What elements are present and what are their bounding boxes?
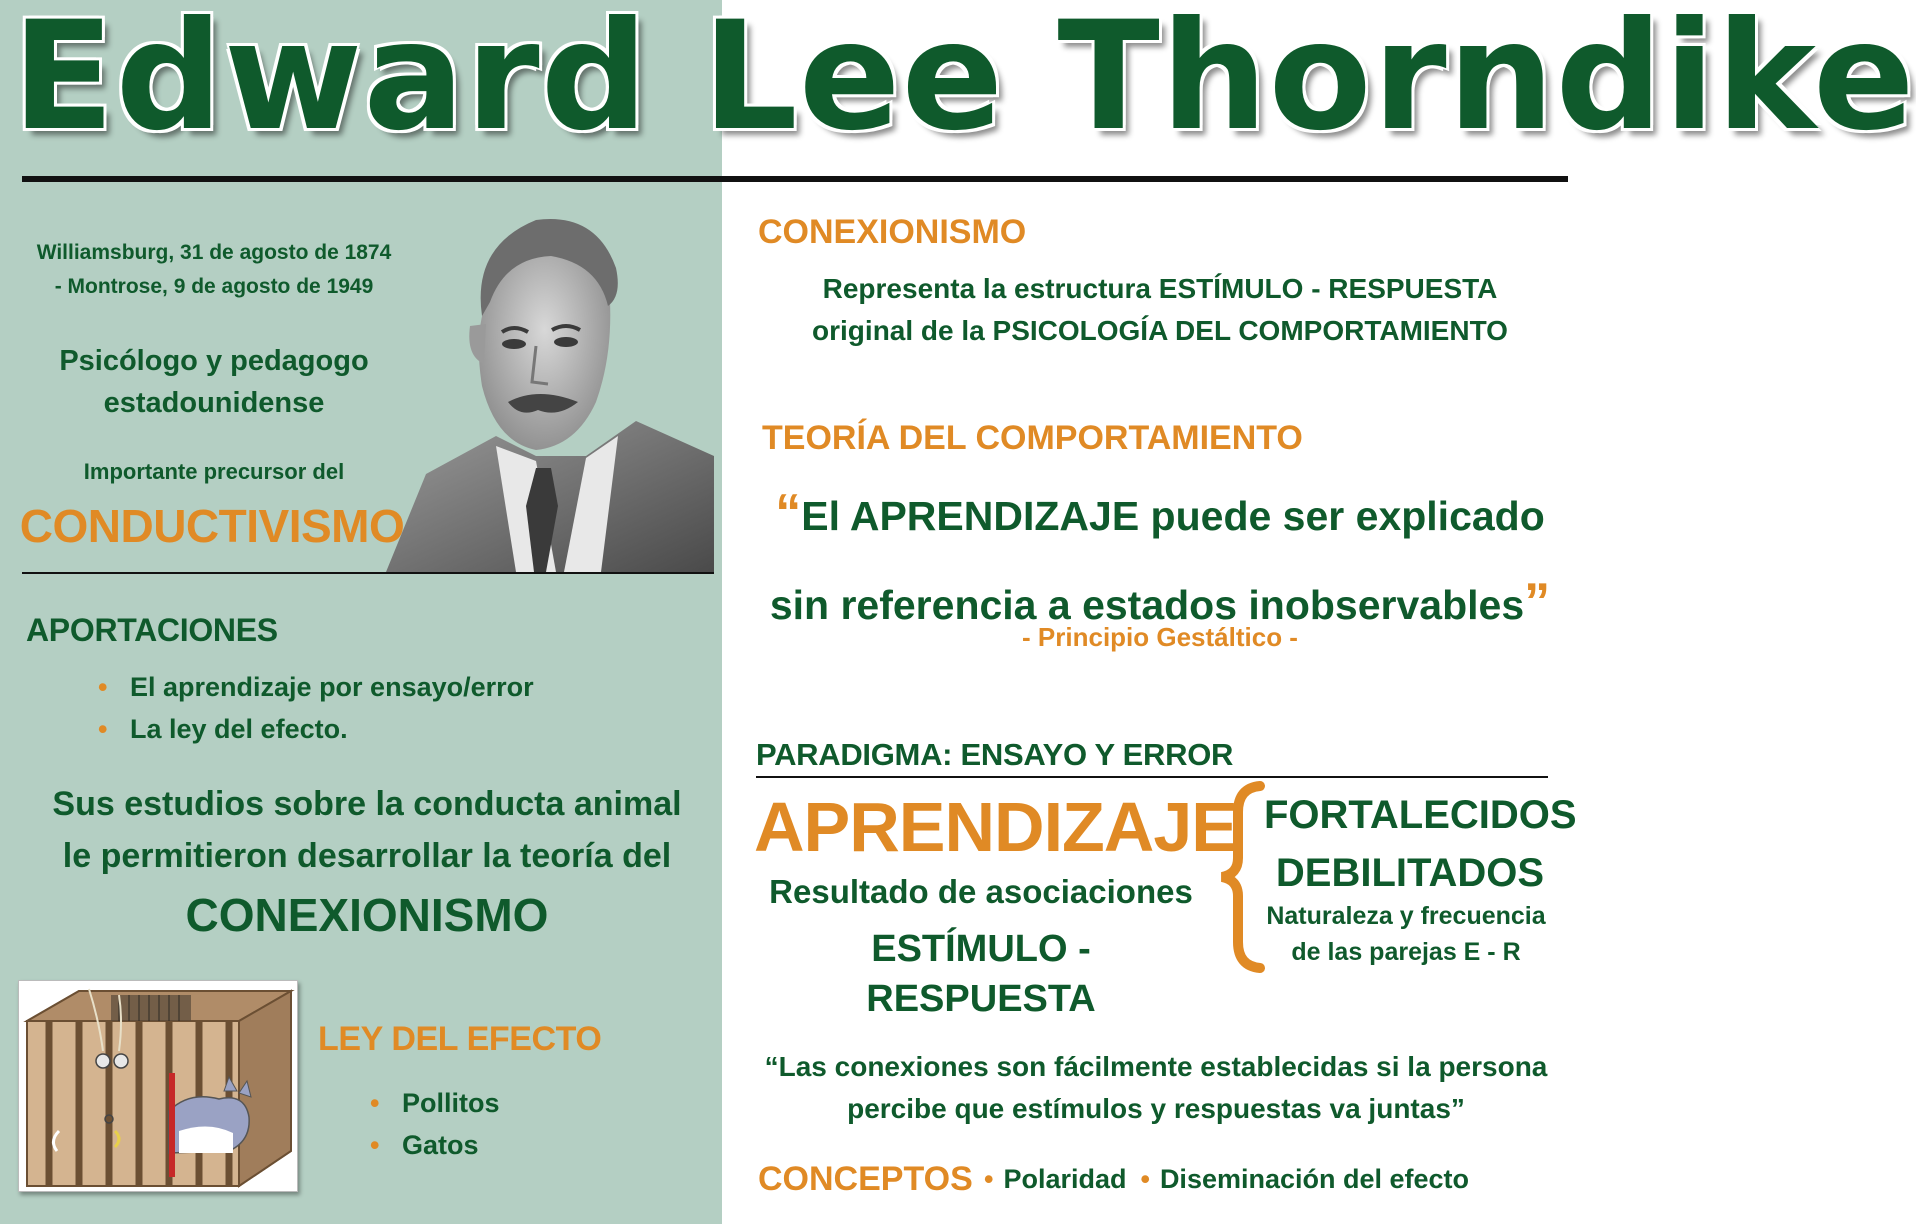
quote-attribution: [760, 618, 1560, 656]
death-line: - Montrose, 9 de agosto de 1949: [54, 275, 374, 298]
precursor-label: Importante precursor del: [83, 459, 345, 484]
ley-del-efecto-heading: LEY DEL EFECTO: [318, 1020, 602, 1058]
conexionismo-heading: CONEXIONISMO: [758, 213, 1027, 251]
quote-text-2: sin referencia a estados inobservables: [769, 582, 1525, 628]
factors-line-1: Naturaleza y frecuencia: [1266, 902, 1546, 930]
portrait-photo: [386, 206, 714, 572]
estimulo-respuesta-line: ESTÍMULO - RESPUESTA: [866, 928, 1096, 1020]
aportaciones-heading: APORTACIONES: [26, 612, 278, 648]
bullet-icon: •: [98, 714, 108, 744]
movement-heading: CONDUCTIVISMO: [19, 500, 405, 552]
role-line-1: Psicólogo y pedagogo: [59, 345, 369, 377]
theory-name: CONEXIONISMO: [185, 889, 549, 941]
attribution-text: - Principio Gestáltico -: [1022, 622, 1298, 652]
bullet-icon: •: [370, 1088, 380, 1118]
conceptos-list: [984, 1160, 1469, 1198]
aportaciones-list: [98, 666, 534, 750]
list-item-text: Pollitos: [402, 1088, 500, 1118]
list-item: [370, 1124, 500, 1166]
conexiones-quote-line-1: “Las conexiones son fácilmente establecidas si la persona: [764, 1051, 1548, 1082]
list-item-text: La ley del efecto.: [130, 714, 348, 744]
list-item: [98, 708, 534, 750]
concept-item: Polaridad: [1003, 1164, 1127, 1194]
studies-line-1: Sus estudios sobre la conducta animal: [52, 785, 682, 823]
list-item: [370, 1082, 500, 1124]
open-quote-mark: “: [775, 484, 802, 542]
conceptos-heading: CONCEPTOS: [758, 1160, 973, 1198]
factors-line-2: de las parejas E - R: [1291, 938, 1521, 966]
paradigma-divider: [756, 776, 1548, 778]
conexiones-quote: [756, 1046, 1556, 1130]
biography-dates: [14, 236, 414, 304]
conexionismo-line-1: Representa la estructura ESTÍMULO - RESPUESTA: [822, 273, 1498, 304]
studies-text: [22, 778, 712, 882]
left-divider: [22, 572, 714, 574]
ley-del-efecto-list: [370, 1082, 500, 1166]
list-item-text: El aprendizaje por ensayo/error: [130, 672, 534, 702]
concept-item: Diseminación del efecto: [1159, 1164, 1470, 1194]
title-divider: [22, 176, 1568, 182]
quote-line-1: [760, 470, 1560, 559]
close-quote-mark: ”: [1524, 573, 1551, 631]
list-item-text: Gatos: [402, 1130, 479, 1160]
birth-line: Williamsburg, 31 de agosto de 1874: [36, 241, 392, 264]
conexionismo-description: [760, 268, 1560, 352]
debilitados-label: DEBILITADOS: [1275, 851, 1545, 895]
teoria-heading: TEORÍA DEL COMPORTAMIENTO: [762, 419, 1303, 457]
list-item: [98, 666, 534, 708]
page-title: Edward Lee Thorndike: [12, 0, 1916, 164]
paradigma-heading: PARADIGMA: ENSAYO Y ERROR: [756, 737, 1234, 772]
bullet-icon: •: [984, 1164, 994, 1194]
conexionismo-line-2: original de la PSICOLOGÍA DEL COMPORTAMIENTO: [812, 315, 1508, 346]
fortalecidos-label: FORTALECIDOS: [1264, 793, 1577, 837]
aprendizaje-heading: APRENDIZAJE: [754, 788, 1237, 866]
resultado-line: Resultado de asociaciones: [769, 873, 1193, 910]
factors-text: [1256, 898, 1556, 970]
puzzle-box-cat-illustration: [18, 980, 298, 1192]
conexiones-quote-line-2: percibe que estímulos y respuestas va juntas”: [847, 1093, 1465, 1124]
bullet-icon: •: [98, 672, 108, 702]
biography-role: [14, 340, 414, 424]
bullet-icon: •: [1140, 1164, 1150, 1194]
quote-text-1: El APRENDIZAJE puede ser explicado: [801, 493, 1545, 539]
role-line-2: estadounidense: [103, 387, 325, 419]
studies-line-2: le permitieron desarrollar la teoría del: [62, 837, 672, 875]
bullet-icon: •: [370, 1130, 380, 1160]
